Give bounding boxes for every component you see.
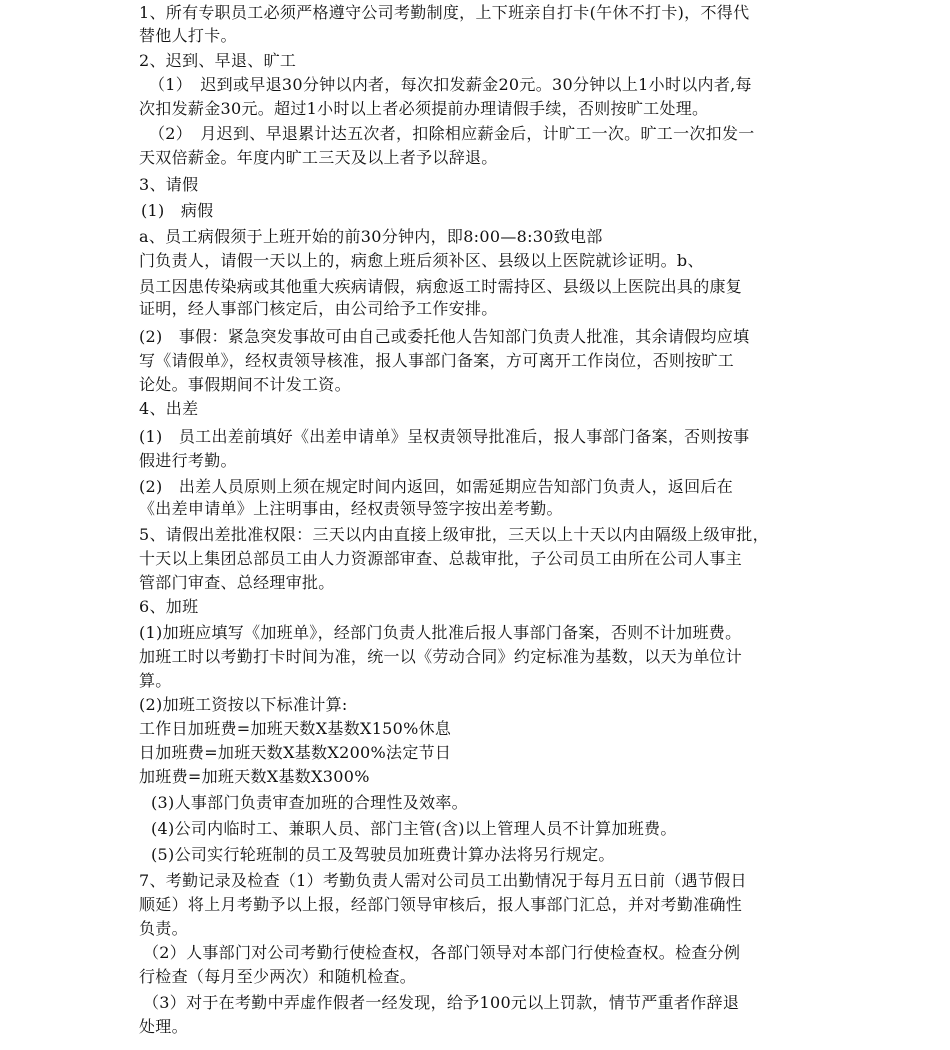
text-line: 员工因患传染病或其他重大疾病请假，病愈返工时需持区、县级以上医院出具的康复 bbox=[139, 277, 743, 296]
text-line: (1)加班应填写《加班单》，经部门负责人批准后报人事部门备案，否则不计加班费。 bbox=[139, 623, 742, 642]
text-line: (3)人事部门负责审查加班的合理性及效率。 bbox=[151, 793, 468, 812]
text-line: 工作日加班费=加班天数X基数X150%休息 bbox=[139, 719, 452, 738]
text-line: （2） 月迟到、早退累计达五次者，扣除相应薪金后，计旷工一次。旷工一次扣发一 bbox=[149, 124, 755, 143]
text-line: 负责。 bbox=[139, 919, 188, 938]
text-line: (5)公司实行轮班制的员工及驾驶员加班费计算办法将另行规定。 bbox=[151, 845, 615, 864]
text-line: 4、出差 bbox=[139, 399, 199, 418]
text-line: 5、请假出差批准权限：三天以内由直接上级审批，三天以上十天以内由隔级上级审批， bbox=[139, 525, 769, 544]
text-line: 写《请假单》，经权责领导核准，报人事部门备案，方可离开工作岗位，否则按旷工 bbox=[139, 351, 735, 370]
text-line: (1) 员工出差前填好《出差申请单》呈权责领导批准后，报人事部门备案，否则按事 bbox=[139, 427, 750, 446]
text-line: 十天以上集团总部员工由人力资源部审查、总裁审批，子公司员工由所在公司人事主 bbox=[139, 549, 743, 568]
text-line: 处理。 bbox=[139, 1017, 188, 1036]
text-line: 1、所有专职员工必须严格遵守公司考勤制度，上下班亲自打卡(午休不打卡)，不得代 bbox=[139, 3, 750, 22]
text-line: 假进行考勤。 bbox=[139, 451, 237, 470]
text-line: 加班费=加班天数X基数X300% bbox=[139, 767, 370, 786]
text-line: (4)公司内临时工、兼职人员、部门主管(含)以上管理人员不计算加班费。 bbox=[151, 819, 677, 838]
text-line: （1） 迟到或早退30分钟以内者，每次扣发薪金20元。30分钟以上1小时以内者,每 bbox=[149, 75, 752, 94]
text-line: 门负责人，请假一天以上的，病愈上班后须补区、县级以上医院就诊证明。b、 bbox=[139, 251, 704, 270]
text-line: (2) 出差人员原则上须在规定时间内返回，如需延期应告知部门负责人，返回后在 bbox=[139, 477, 734, 496]
text-line: 次扣发薪金30元。超过1小时以上者必须提前办理请假手续，否则按旷工处理。 bbox=[139, 99, 709, 118]
text-line: 7、考勤记录及检查（1）考勤负责人需对公司员工出勤情况于每月五日前（遇节假日 bbox=[139, 871, 747, 890]
text-line: 证明，经人事部门核定后，由公司给予工作安排。 bbox=[139, 299, 498, 318]
text-line: (2) 事假：紧急突发事故可由自己或委托他人告知部门负责人批准，其余请假均应填 bbox=[139, 327, 750, 346]
text-line: 6、加班 bbox=[139, 597, 199, 616]
text-line: a、员工病假须于上班开始的前30分钟内，即8:00—8:30致电部 bbox=[139, 227, 603, 246]
text-line: (1) 病假 bbox=[141, 201, 214, 220]
text-line: （2）人事部门对公司考勤行使检查权，各部门领导对本部门行使检查权。检查分例 bbox=[143, 943, 741, 962]
text-line: （3）对于在考勤中弄虚作假者一经发现，给予100元以上罚款，情节严重者作辞退 bbox=[143, 993, 740, 1012]
text-line: 论处。事假期间不计发工资。 bbox=[139, 375, 351, 394]
text-line: 行检查（每月至少两次）和随机检查。 bbox=[139, 967, 417, 986]
text-line: 《出差申请单》上注明事由，经权责领导签字按出差考勤。 bbox=[139, 499, 563, 518]
text-line: (2)加班工资按以下标准计算: bbox=[139, 695, 348, 714]
text-line: 顺延）将上月考勤予以上报，经部门领导审核后，报人事部门汇总，并对考勤准确性 bbox=[139, 895, 743, 914]
text-line: 天双倍薪金。年度内旷工三天及以上者予以辞退。 bbox=[139, 148, 498, 167]
text-line: 算。 bbox=[139, 671, 172, 690]
text-line: 3、请假 bbox=[139, 175, 199, 194]
text-line: 替他人打卡。 bbox=[139, 26, 237, 45]
text-line: 2、迟到、早退、旷工 bbox=[139, 51, 297, 70]
text-line: 日加班费=加班天数X基数X200%法定节日 bbox=[139, 743, 452, 762]
text-line: 管部门审查、总经理审批。 bbox=[139, 573, 335, 592]
text-line: 加班工时以考勤打卡时间为准，统一以《劳动合同》约定标准为基数，以天为单位计 bbox=[139, 647, 743, 666]
